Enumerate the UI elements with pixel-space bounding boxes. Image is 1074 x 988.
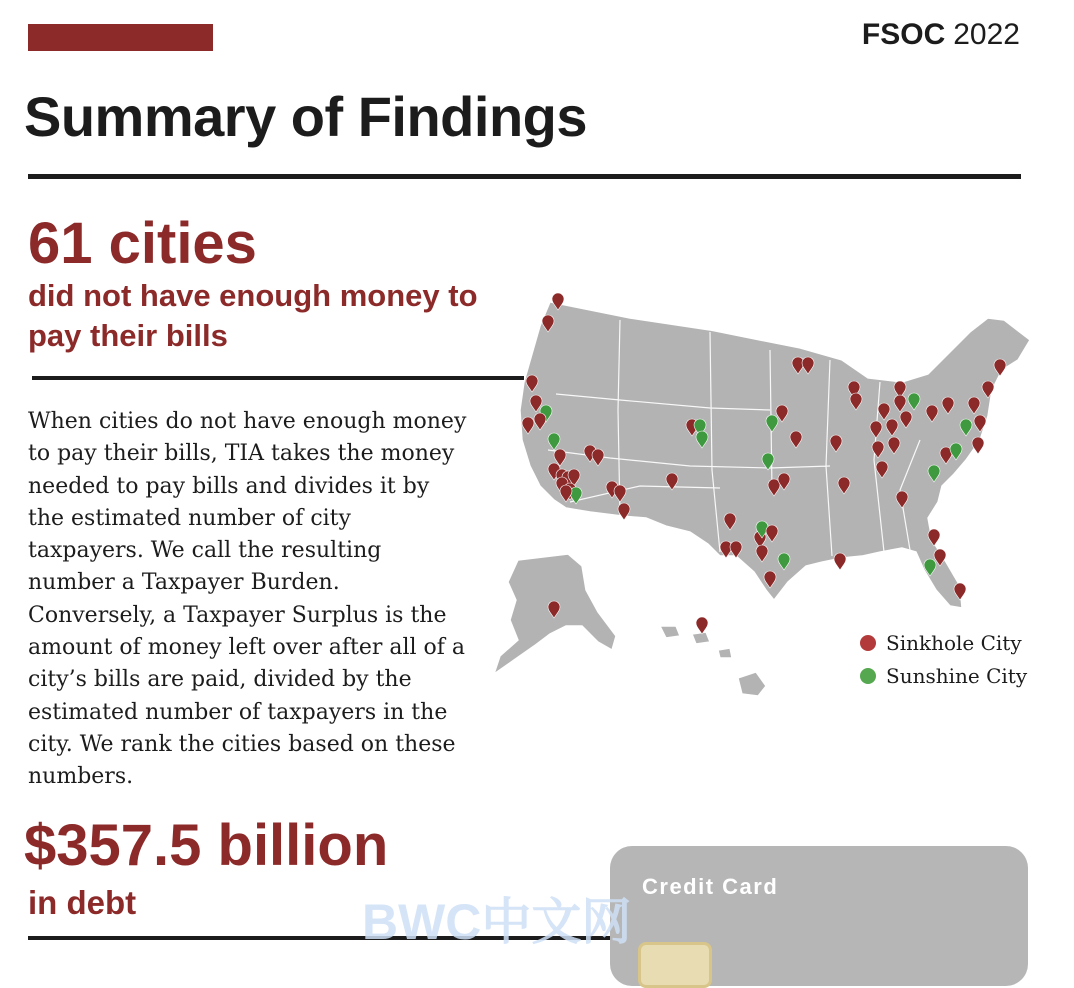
cities-stat: 61 cities [28, 211, 257, 276]
methodology-text: When cities do not have enough money to pay their bills, TIA takes the money needed to pay bills and divides it by the estimated number of city taxpayers. We call the resulting number a Taxpayer Burden. Conversely, a Taxpayer Surplus is the amount of money left over after all of a city’s bills are paid, divided by the estimated number of taxpayers in the city. We rank the cities based on these numbers. [28, 409, 467, 790]
page-title: Summary of Findings [24, 85, 587, 148]
divider-middle [32, 376, 524, 380]
accent-bar [28, 24, 213, 51]
legend-label-sinkhole: Sinkhole City [886, 630, 1022, 655]
legend-label-sunshine: Sunshine City [886, 663, 1028, 688]
sinkhole-city-pin-icon [972, 437, 984, 454]
hawaii-islands-small [660, 626, 732, 658]
legend-item-sinkhole [860, 626, 1027, 659]
divider-top [28, 174, 1021, 179]
hawaii-island [738, 672, 766, 696]
sunshine-dot-icon [860, 668, 876, 684]
debt-stat: $357.5 billion [24, 813, 389, 878]
credit-card-graphic [610, 846, 1028, 986]
divider-bottom [28, 936, 628, 940]
sinkhole-city-pin-icon [618, 503, 630, 520]
sinkhole-dot-icon [860, 635, 876, 651]
sinkhole-city-pin-icon [834, 553, 846, 570]
watermark: BWC中文网 [362, 894, 632, 950]
legend-item-sunshine [860, 659, 1027, 692]
report-year: 2022 [953, 18, 1020, 51]
card-chip-icon [638, 942, 712, 988]
cities-stat-description: did not have enough money to pay their bills [28, 278, 478, 353]
report-org: FSOC [861, 18, 946, 51]
debt-stat-description: in debt [28, 884, 137, 921]
report-tag [862, 18, 1020, 52]
map-legend [860, 626, 1027, 692]
credit-card-label: Credit Card [642, 874, 779, 899]
